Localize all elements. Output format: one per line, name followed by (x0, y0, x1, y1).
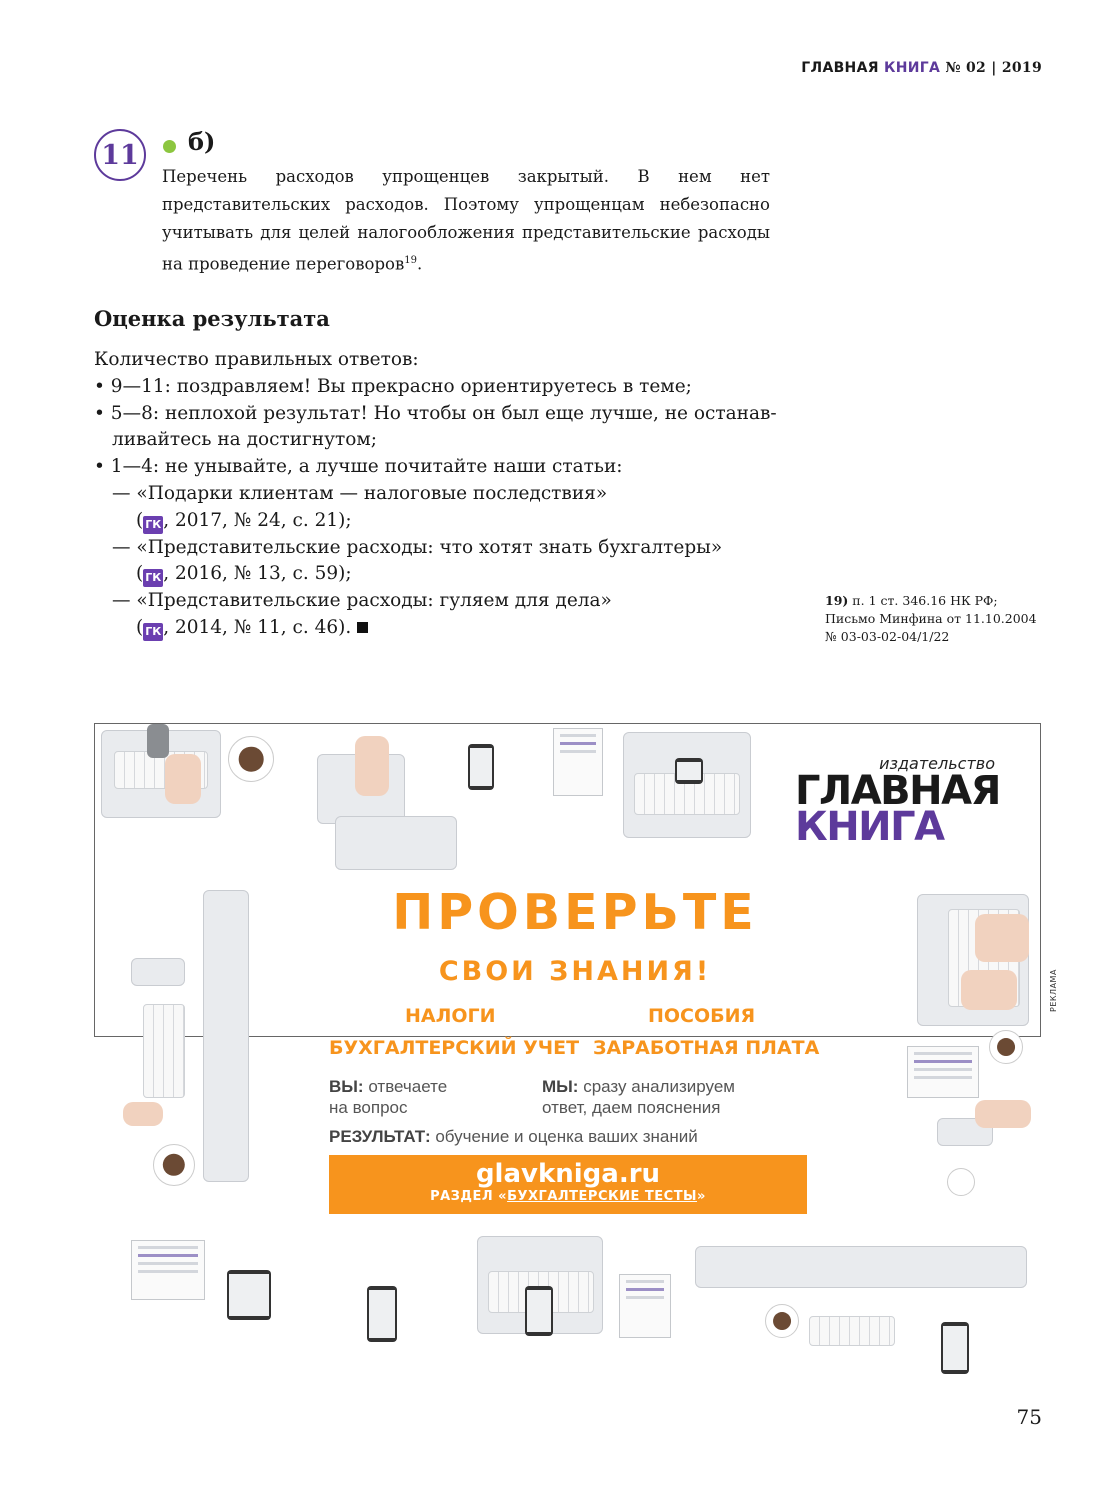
coffee-cup-image (153, 1144, 195, 1186)
publisher-logo (795, 754, 1000, 850)
hand-image (975, 914, 1029, 962)
article-ref-3: ( ГК , 2014, № 11, с. 46). (94, 615, 774, 642)
arm-image (147, 724, 169, 758)
laptop-image (335, 816, 457, 870)
article-title-2: — «Представительские расходы: что хотят знать бухгалтеры» (112, 536, 723, 558)
explanation-text: Перечень расходов упрощенцев закрытый. В нем нет представительских расходов. Поэтому упрощенцам небезопасно учитывать для целей налогообложения представительские расходы на проведение переговоров (162, 167, 770, 274)
hand-image (355, 736, 389, 796)
logo-line-2: КНИГА (795, 804, 944, 850)
keyboard-image (143, 1004, 185, 1098)
journal-name-a: ГЛАВНАЯ (801, 60, 879, 76)
site-url[interactable]: glavkniga.ru (475, 1159, 661, 1189)
tablet-image (907, 1046, 979, 1098)
result-line (329, 1126, 698, 1147)
coffee-cup-image (989, 1030, 1023, 1064)
gk-logo-icon: ГК (143, 623, 163, 641)
topic-salary: ЗАРАБОТНАЯ ПЛАТА (593, 1037, 820, 1059)
logo-line-1: ГЛАВНАЯ (795, 768, 1000, 814)
footnote (825, 592, 1055, 646)
coffee-cup-image (765, 1304, 799, 1338)
article-title-1: — «Подарки клиентам — налоговые последствия» (112, 482, 608, 504)
laptop-image (623, 732, 751, 838)
we-label: МЫ: (542, 1077, 579, 1096)
logo-publisher-word: издательство (879, 754, 995, 773)
topic-benefits: ПОСОБИЯ (648, 1005, 756, 1027)
section-label (329, 1189, 807, 1204)
you-text-2: на вопрос (329, 1098, 408, 1117)
hand-image (165, 754, 201, 804)
footnote-line-2: Письмо Минфина от 11.10.2004 (825, 611, 1037, 626)
coffee-cup-image (228, 736, 274, 782)
hand-image (961, 970, 1017, 1010)
we-text-2: ответ, даем пояснения (542, 1098, 721, 1117)
result-bullet-3: • 1—4: не унывайте, а лучше почитайте наши статьи: (94, 456, 623, 478)
answer-label: б) (188, 127, 216, 156)
results-heading: Оценка результата (94, 306, 330, 331)
result-text: обучение и оценка ваших знаний (435, 1127, 698, 1146)
result-bullet-2a: • 5—8: неплохой результат! Но чтобы он был еще лучше, не останав- (94, 402, 777, 424)
phone-image (941, 1322, 969, 1374)
section-post: » (697, 1189, 706, 1204)
article-ref-text-3: , 2014, № 11, с. 46). (163, 616, 352, 638)
hand-image (123, 1102, 163, 1126)
footnote-line-1: п. 1 ст. 346.16 НК РФ; (852, 593, 998, 608)
topic-accounting: БУХГАЛТЕРСКИЙ УЧЕТ (329, 1037, 580, 1059)
you-label: ВЫ: (329, 1077, 364, 1096)
article-ref-2: ( ГК , 2016, № 13, с. 59); (94, 561, 774, 588)
issue-number: № 02 | 2019 (945, 60, 1042, 76)
result-bullet-1: • 9—11: поздравляем! Вы прекрасно ориентируетесь в теме; (94, 375, 692, 397)
document-image (553, 728, 603, 796)
result-bullet-2b: ливайтесь на достигнутом; (112, 429, 377, 451)
results-intro: Количество правильных ответов: (94, 349, 419, 370)
phone-image (227, 1270, 271, 1320)
we-block (542, 1076, 735, 1118)
topic-taxes: НАЛОГИ (405, 1005, 496, 1027)
journal-name-b: КНИГА (883, 60, 941, 76)
monitor-image (203, 890, 249, 1182)
section-pre: РАЗДЕЛ « (430, 1189, 508, 1204)
gk-logo-icon: ГК (143, 516, 163, 534)
correct-answer-dot-icon (163, 140, 176, 153)
glass-image (947, 1168, 975, 1196)
phone-image (525, 1286, 553, 1336)
page-number: 75 (1016, 1405, 1042, 1429)
article-ref-1: ( ГК , 2017, № 24, с. 21); (94, 508, 774, 535)
tablet-image (131, 1240, 205, 1300)
phone-image (131, 958, 185, 986)
results-body (94, 347, 777, 642)
document-image (619, 1274, 671, 1338)
advertisement-banner (94, 723, 1041, 1204)
you-block (329, 1076, 447, 1118)
article-ref-text-2: , 2016, № 13, с. 59); (163, 563, 352, 585)
hand-image (975, 1100, 1031, 1128)
ad-subtitle: СВОИ ЗНАНИЯ! (438, 956, 712, 987)
article-ref-text-1: , 2017, № 24, с. 21); (163, 509, 352, 531)
footnote-line-3: № 03-03-02-04/1/22 (825, 629, 950, 644)
article-title-3: — «Представительские расходы: гуляем для дела» (112, 590, 612, 612)
section-link[interactable]: БУХГАЛТЕРСКИЕ ТЕСТЫ (507, 1189, 698, 1204)
advertisement-marker: РЕКЛАМА (1049, 969, 1058, 1012)
keyboard-image (809, 1316, 895, 1346)
phone-image (367, 1286, 397, 1342)
question-number-badge: 11 (94, 129, 146, 181)
footnote-number: 19) (825, 593, 849, 608)
answer-explanation: Перечень расходов упрощенцев закрытый. В нем нет представительских расходов. Поэтому упрощенцам небезопасно учитывать для целей налогообложения представительские расходы на проведение переговоров$^{19}$. (162, 167, 770, 274)
monitor-image (695, 1246, 1027, 1288)
running-head (801, 60, 1042, 76)
result-label: РЕЗУЛЬТАТ: (329, 1127, 431, 1146)
phone-image (468, 744, 494, 790)
footnote-ref: 19 (404, 255, 417, 266)
end-mark-icon (357, 622, 368, 633)
glavkniga-link-button[interactable] (329, 1155, 807, 1214)
we-text-1: сразу анализируем (583, 1077, 735, 1096)
gk-logo-icon: ГК (143, 569, 163, 587)
phone-image (675, 758, 703, 784)
you-text-1: отвечаете (368, 1077, 448, 1096)
ad-title: ПРОВЕРЬТЕ (392, 884, 758, 941)
